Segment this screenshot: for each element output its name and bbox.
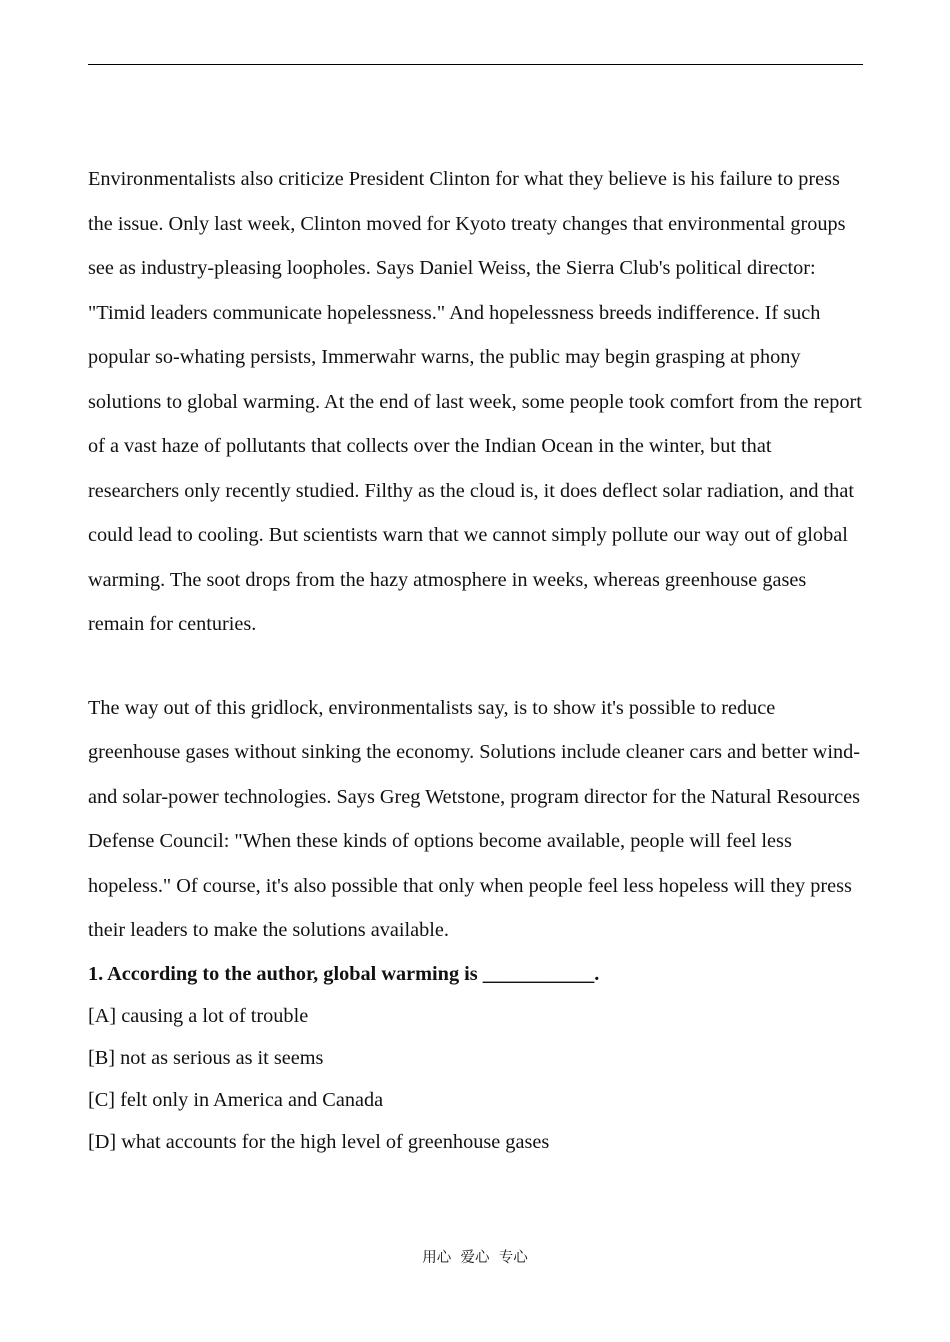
page-footer: 用心 爱心 专心 xyxy=(422,1250,528,1266)
option-a: [A] causing a lot of trouble xyxy=(88,1004,309,1027)
option-d: [D] what accounts for the high level of greenhouse gases xyxy=(88,1130,550,1153)
paragraph-2: The way out of this gridlock, environmentalists say, is to show it's possible to reduce greenhouse gases without sinking the economy. Solutions include cleaner cars and better wind- and solar-power technologies. Says Greg Wetstone, program director for the Natural Resources Defense Council: "When these kinds of options become available, people will feel less hopeless." Of course, it's also possible that only when people feel less hopeless will they press their leaders to make the solutions available. xyxy=(88,696,860,941)
option-c: [C] felt only in America and Canada xyxy=(88,1088,384,1111)
paragraph-1: Environmentalists also criticize President Clinton for what they believe is his failure to press the issue. Only last week, Clinton moved for Kyoto treaty changes that environmental groups see as industry-pleasing loopholes. Says Daniel Weiss, the Sierra Club's political director: "Timid leaders communicate hopelessness." And hopelessness breeds indifference. If such popular so-whating persists, Immerwahr warns, the public may begin grasping at phony solutions to global warming. At the end of last week, some people took comfort from the report of a vast haze of pollutants that collects over the Indian Ocean in the winter, but that researchers only recently studied. Filthy as the cloud is, it does deflect solar radiation, and that could lead to cooling. But scientists warn that we cannot simply pollute our way out of global warming. The soot drops from the hazy atmosphere in weeks, whereas greenhouse gases remain for centuries. xyxy=(88,168,862,635)
question-1: 1. According to the author, global warming is ___________. xyxy=(88,962,600,985)
option-b: [B] not as serious as it seems xyxy=(88,1046,324,1069)
header-rule xyxy=(88,64,863,65)
document-body xyxy=(88,157,863,1163)
